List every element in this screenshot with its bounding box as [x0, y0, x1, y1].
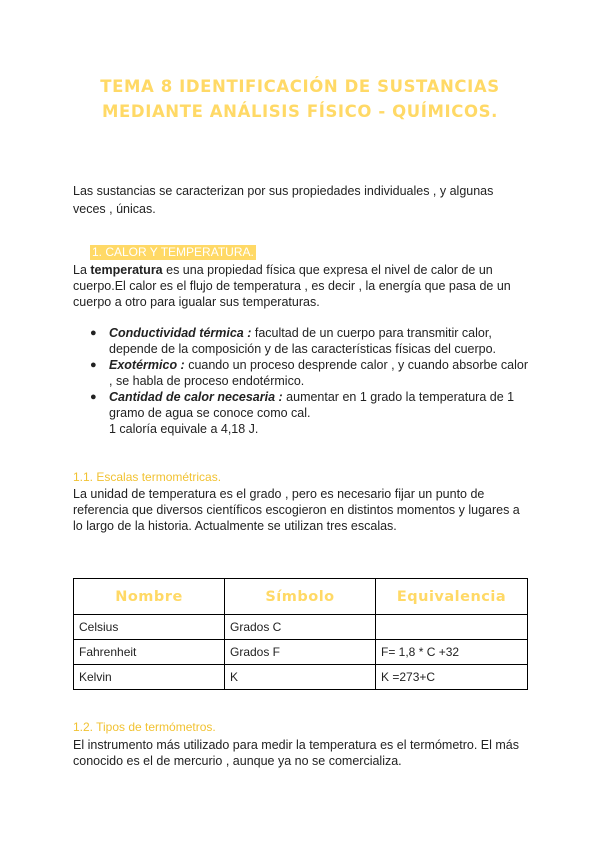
bullet-list [90, 325, 530, 437]
header-nombre: Nombre [74, 579, 225, 615]
bold-term-temperatura: temperatura [90, 263, 163, 277]
subheading-tipos: 1.2. Tipos de termómetros. [73, 720, 216, 734]
bullet-icon: ● [90, 359, 97, 371]
section-heading-calor: 1. CALOR Y TEMPERATURA. [92, 245, 254, 259]
table-cell [376, 615, 528, 640]
title-line-2 [0, 99, 600, 124]
title-line-2-text: MEDIANTE ANÁLISIS FÍSICO - QUÍMICOS [102, 102, 492, 121]
title-line-1: TEMA 8 IDENTIFICACIÓN DE SUSTANCIAS [100, 77, 500, 96]
bullet-text: cuando un proceso desprende calor , y cuando absorbe calor , se habla de proceso endotérmico. [109, 358, 528, 388]
scales-table [73, 578, 528, 690]
escalas-paragraph: La unidad de temperatura es el grado , pero es necesario fijar un punto de referencia que diversos científicos escogieron en distintos momentos y lugares a lo largo de la historia. Actualmente se utilizan tres escalas. [73, 487, 520, 533]
para-rest: es una propiedad física que expresa el nivel de calor de un cuerpo.El calor es el flujo de temperatura , es decir , la energía que pasa de un cuerpo a otro para igualar sus temperaturas. [73, 263, 511, 309]
table-cell: Fahrenheit [74, 640, 225, 665]
list-item [90, 357, 530, 389]
bullet-text: facultad de un cuerpo para transmitir calor, depende de la composición y de las características físicas del cuerpo. [109, 326, 497, 356]
temperature-paragraph [73, 262, 528, 310]
bullet-term: Conductividad térmica : [109, 326, 252, 340]
table-header-row [74, 579, 528, 615]
header-equivalencia: Equivalencia [376, 579, 528, 615]
bullet-text: aumentar en 1 grado la temperatura de 1 gramo de agua se conoce como cal. [109, 390, 515, 420]
list-item [90, 325, 530, 357]
table-row [74, 665, 528, 690]
table-cell: Grados C [225, 615, 376, 640]
table-row [74, 615, 528, 640]
bullet-icon: ● [90, 327, 97, 339]
document-title [0, 74, 600, 124]
bullet-icon: ● [90, 391, 97, 403]
subheading-escalas: 1.1. Escalas termométricas. [73, 470, 222, 484]
bullet-term: Cantidad de calor necesaria : [109, 390, 283, 404]
table-cell: F= 1,8 * C +32 [376, 640, 528, 665]
title-trailing-period: . [491, 102, 498, 121]
table-cell: Kelvin [74, 665, 225, 690]
table-cell: K =273+C [376, 665, 528, 690]
table-cell: Grados F [225, 640, 376, 665]
bullet-term: Exotérmico : [109, 358, 185, 372]
table-row [74, 640, 528, 665]
table-cell: K [225, 665, 376, 690]
para-prefix: La [73, 263, 91, 277]
header-simbolo: Símbolo [225, 579, 376, 615]
table-cell: Celsius [74, 615, 225, 640]
tipos-paragraph: El instrumento más utilizado para medir la temperatura es el termómetro. El más conocido es el de mercurio , aunque ya no se comercializa. [73, 738, 520, 768]
intro-paragraph: Las sustancias se caracterizan por sus propiedades individuales , y algunas veces , únicas. [73, 184, 494, 216]
list-item [90, 389, 530, 437]
bullet-extra-line: 1 caloría equivale a 4,18 J. [109, 422, 259, 436]
